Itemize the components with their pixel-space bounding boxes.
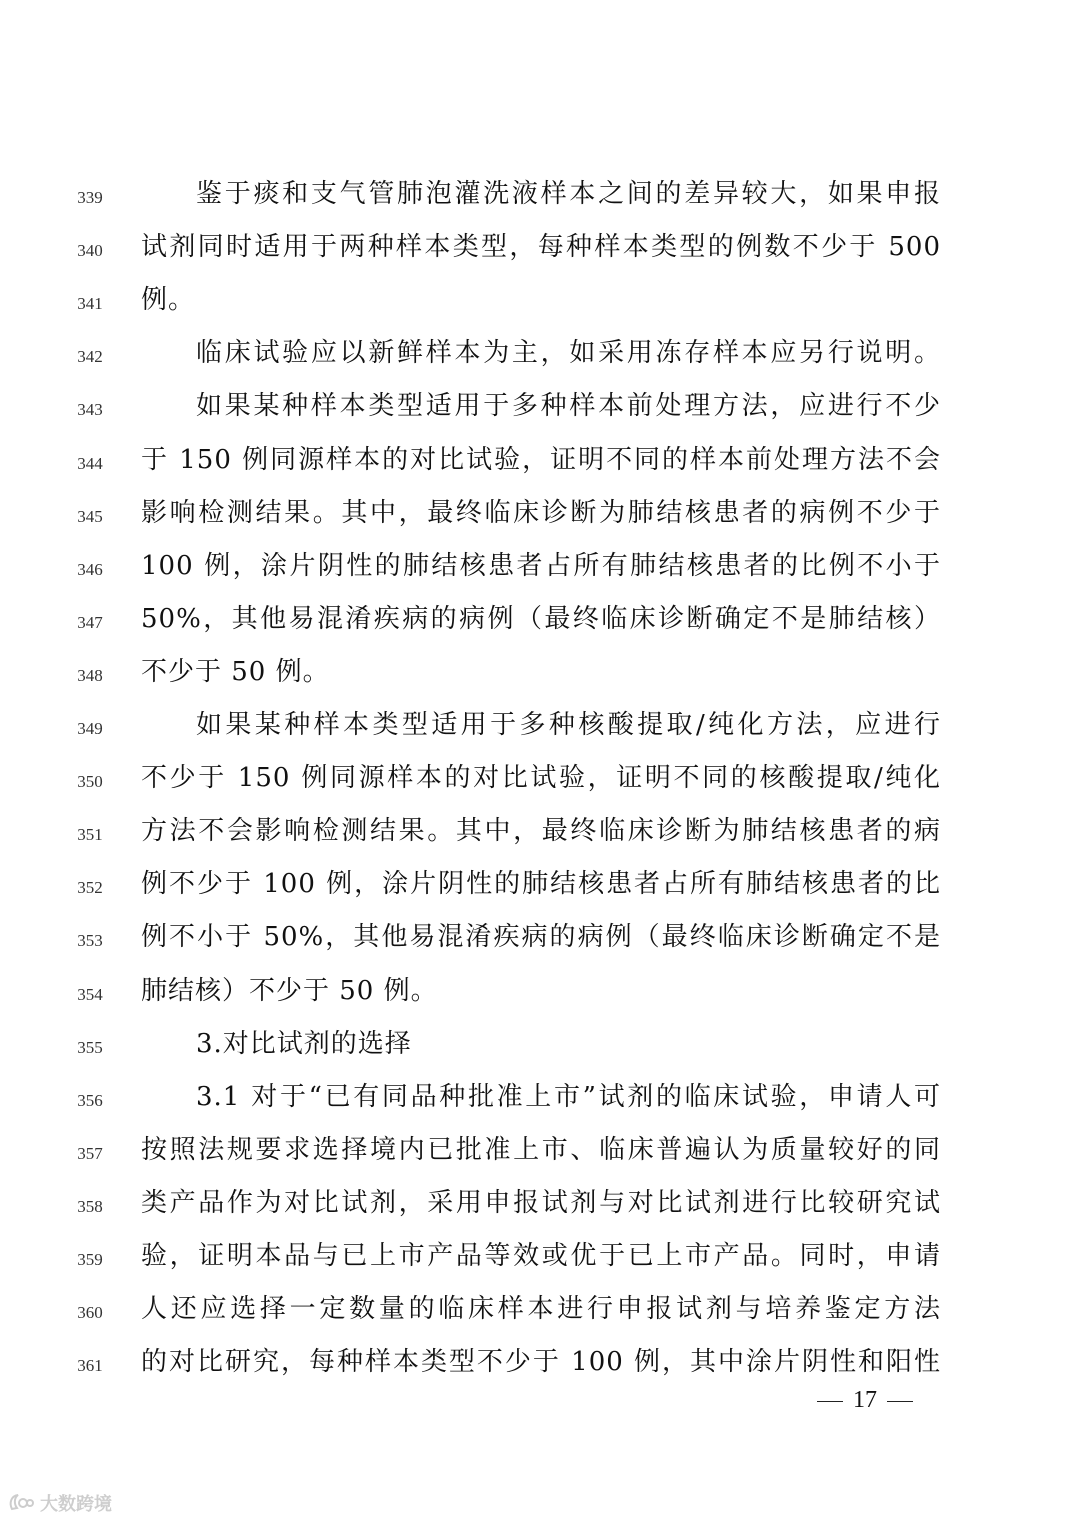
text-line — [0, 1340, 1080, 1392]
text-line — [0, 1075, 1080, 1127]
footer-dash-right — [887, 1401, 913, 1402]
text-line — [0, 1128, 1080, 1180]
text-line — [0, 1287, 1080, 1339]
line-number: 339 — [77, 188, 103, 207]
watermark-logo-icon — [8, 1493, 34, 1513]
line-number: 351 — [77, 825, 103, 845]
line-number: 360 — [77, 1303, 103, 1323]
line-number: 356 — [77, 1090, 103, 1110]
line-text: 50%，其他易混淆疾病的病例（最终临床诊断确定不是肺结核） — [141, 603, 941, 634]
line-text: 不少于 50 例。 — [141, 656, 330, 687]
text-line — [0, 384, 1080, 436]
line-text: 临床试验应以新鲜样本为主，如采用冻存样本应另行说明。 — [196, 338, 941, 369]
line-number: 340 — [77, 241, 103, 261]
text-line — [0, 756, 1080, 808]
line-text: 的对比研究，每种样本类型不少于 100 例，其中涂片阴性和阳性 — [141, 1347, 941, 1378]
line-text: 鉴于痰和支气管肺泡灌洗液样本之间的差异较大，如果申报 — [196, 179, 941, 209]
line-text: 方法不会影响检测结果。其中，最终临床诊断为肺结核患者的病 — [141, 816, 941, 847]
line-number: 355 — [77, 1037, 103, 1057]
text-line — [0, 438, 1080, 490]
text-line — [0, 1234, 1080, 1286]
line-text: 例不少于 100 例，涂片阴性的肺结核患者占所有肺结核患者的比 — [141, 869, 941, 900]
line-number: 341 — [77, 294, 103, 314]
line-text: 人还应选择一定数量的临床样本进行申报试剂与培养鉴定方法 — [141, 1294, 941, 1325]
line-text: 3.对比试剂的选择 — [196, 1028, 412, 1059]
line-number: 344 — [77, 453, 103, 473]
line-text: 类产品作为对比试剂，采用申报试剂与对比试剂进行比较研究试 — [141, 1187, 941, 1218]
line-number: 359 — [77, 1250, 103, 1269]
text-line — [0, 172, 1080, 224]
line-number: 346 — [77, 559, 103, 579]
line-number: 357 — [77, 1143, 103, 1163]
line-text: 按照法规要求选择境内已批准上市、临床普遍认为质量较好的同 — [141, 1134, 941, 1165]
footer-dash-left — [817, 1401, 843, 1402]
line-text: 例。 — [141, 285, 196, 316]
text-line — [0, 969, 1080, 1021]
line-number: 361 — [77, 1356, 103, 1376]
line-text: 3.1 对于“已有同品种批准上市”试剂的临床试验，申请人可 — [196, 1081, 941, 1112]
text-line — [0, 703, 1080, 755]
text-line — [0, 491, 1080, 543]
line-text: 肺结核）不少于 50 例。 — [141, 975, 438, 1006]
line-text: 如果某种样本类型适用于多种核酸提取/纯化方法，应进行 — [196, 710, 941, 740]
line-number: 345 — [77, 506, 103, 526]
line-number: 342 — [77, 347, 103, 367]
line-text: 试剂同时适用于两种样本类型，每种样本类型的例数不少于 500 — [141, 232, 941, 263]
line-number: 353 — [77, 931, 103, 951]
text-line — [0, 862, 1080, 914]
line-text: 例不小于 50%，其他易混淆疾病的病例（最终临床诊断确定不是 — [141, 922, 941, 953]
watermark — [8, 1490, 168, 1522]
line-text: 于 150 例同源样本的对比试验，证明不同的样本前处理方法不会 — [141, 444, 941, 475]
line-text: 如果某种样本类型适用于多种样本前处理方法，应进行不少 — [196, 391, 941, 422]
text-line — [0, 1022, 1080, 1074]
text-line — [0, 809, 1080, 861]
text-line — [0, 915, 1080, 967]
line-number: 349 — [77, 719, 103, 738]
watermark-text: 大数跨境 — [40, 1494, 112, 1515]
line-number: 358 — [77, 1196, 103, 1216]
line-number: 347 — [77, 612, 103, 632]
line-number: 352 — [77, 878, 103, 898]
line-text: 影响检测结果。其中，最终临床诊断为肺结核患者的病例不少于 — [141, 497, 941, 528]
text-line — [0, 544, 1080, 596]
line-text: 验，证明本品与已上市产品等效或优于已上市产品。同时，申请 — [141, 1241, 941, 1271]
text-line — [0, 331, 1080, 383]
line-number: 343 — [77, 400, 103, 420]
line-number: 350 — [77, 772, 103, 792]
line-text: 100 例，涂片阴性的肺结核患者占所有肺结核患者的比例不小于 — [141, 550, 941, 581]
text-line — [0, 650, 1080, 702]
line-number: 354 — [77, 984, 103, 1004]
line-text: 不少于 150 例同源样本的对比试验，证明不同的核酸提取/纯化 — [141, 763, 941, 794]
text-line — [0, 225, 1080, 277]
page-footer — [790, 1387, 940, 1427]
line-number: 348 — [77, 665, 103, 685]
text-line — [0, 278, 1080, 330]
text-line — [0, 597, 1080, 649]
text-line — [0, 1181, 1080, 1233]
page-number: 17 — [853, 1387, 877, 1413]
